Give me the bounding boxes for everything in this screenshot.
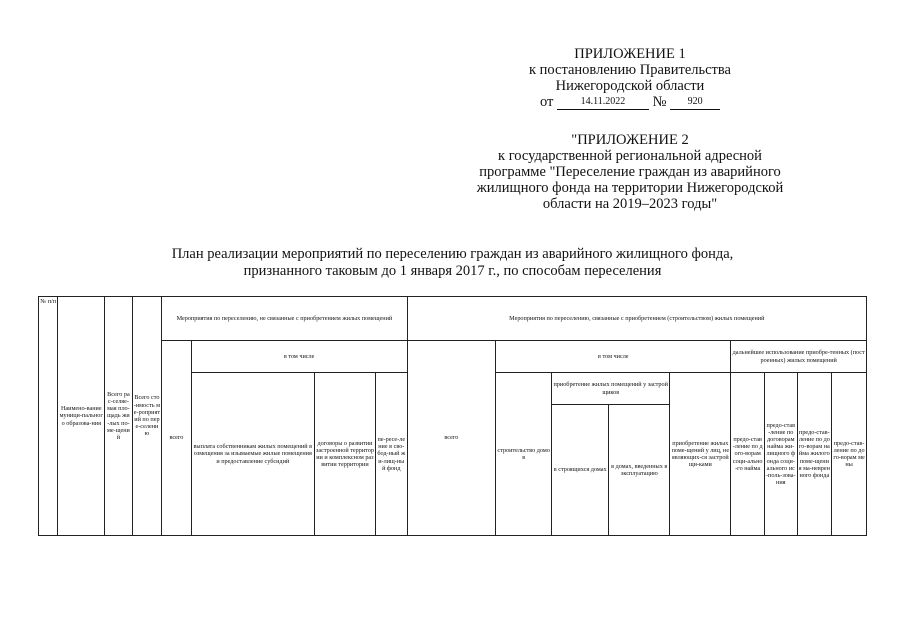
col-header-in-construction: в строящихся домах xyxy=(552,405,609,536)
appendix-1-date-line xyxy=(440,94,820,110)
group-header-not-related: Мероприятия по переселению, не связанные с приобретением жилых помещений xyxy=(162,297,407,341)
col-header-total-2: всего xyxy=(407,341,496,536)
col-header-payment-owners: выплата собственникам жилых помещений возмещения за изымаемые жилые помещения и предоставление субсидий xyxy=(191,373,314,536)
col-header-total-cost: Всего сто-имость ме-роприятий по пере-селению xyxy=(132,297,162,536)
plan-title-line-2: признанного таковым до 1 января 2017 г., по способам переселения xyxy=(243,263,662,279)
col-header-free-fund: пе-ресе-ление в сво-бод-ный жи-лищ-ный фонд xyxy=(375,373,407,536)
number-label: № xyxy=(652,94,667,110)
from-label: от xyxy=(539,94,554,110)
group-header-related: Мероприятия по переселению, связанные с приобретением (строительством) жилых помещений xyxy=(407,297,866,341)
appendix-1-line-1: к постановлению Правительства xyxy=(529,62,731,78)
col-header-exchange: предо-став-ление по дого-ворам мены xyxy=(832,373,867,536)
col-header-municipality: Наимено-вание муници-пального образова-ния xyxy=(58,297,105,536)
col-header-number: № п/п xyxy=(39,297,58,536)
plan-title xyxy=(0,246,905,280)
appendix-2-line-2: программе "Переселение граждан из аварийного xyxy=(479,164,781,180)
appendix-2-line-4: области на 2019–2023 годы" xyxy=(542,196,718,212)
subheader-acquisition-developers: приобретение жилых помещений у застройщиков xyxy=(552,373,670,405)
col-header-area: Всего рас-селяе-мая пло-щадь жи-лых по-ме-щений xyxy=(105,297,132,536)
decree-number: 920 xyxy=(670,96,720,110)
appendix-2-title: "ПРИЛОЖЕНИЕ 2 xyxy=(571,132,689,148)
appendix-2-line-1: к государственной региональной адресной xyxy=(498,148,762,164)
appendix-2-line-3: жилищного фонда на территории Нижегородской xyxy=(476,180,784,196)
col-header-social-use-rent: предо-став-ление по договорам найма жи-лищного фонда соци-ального ис-поль-зова-ния xyxy=(764,373,797,536)
subheader-including-2: в том числе xyxy=(496,341,731,373)
appendix-1-title: ПРИЛОЖЕНИЕ 1 xyxy=(574,46,686,62)
appendix-1-line-2: Нижегородской области xyxy=(555,78,705,94)
appendix-2-block xyxy=(440,132,820,212)
col-header-in-commissioned: в домах, введенных в эксплуатацию xyxy=(609,405,670,536)
col-header-acquisition-non-developers: приобретение жилых поме-щений у лиц, не являющих-ся застройщи-ками xyxy=(670,373,731,536)
resettlement-plan-table xyxy=(38,296,867,536)
col-header-total-1: всего xyxy=(162,341,192,536)
appendix-1-block xyxy=(440,46,820,110)
subheader-including-1: в том числе xyxy=(191,341,407,373)
decree-date: 14.11.2022 xyxy=(557,96,649,110)
plan-title-line-1: План реализации мероприятий по переселению граждан из аварийного жилищного фонда, xyxy=(171,246,734,262)
col-header-house-construction: строительство домов xyxy=(496,373,552,536)
col-header-social-rent: предо-став-ление по дого-ворам соци-ально-го найма xyxy=(731,373,765,536)
subheader-further-use: дальнейшее использование приобре-тенных (построенных) жилых помещений xyxy=(731,341,867,373)
col-header-development-contracts: договоры о развитии застроенной территории и комплексном развитии территории xyxy=(314,373,375,536)
col-header-maneuver-fund: предо-став-ление по дого-ворам найма жилого поме-щения ма-невренного фонда xyxy=(797,373,832,536)
